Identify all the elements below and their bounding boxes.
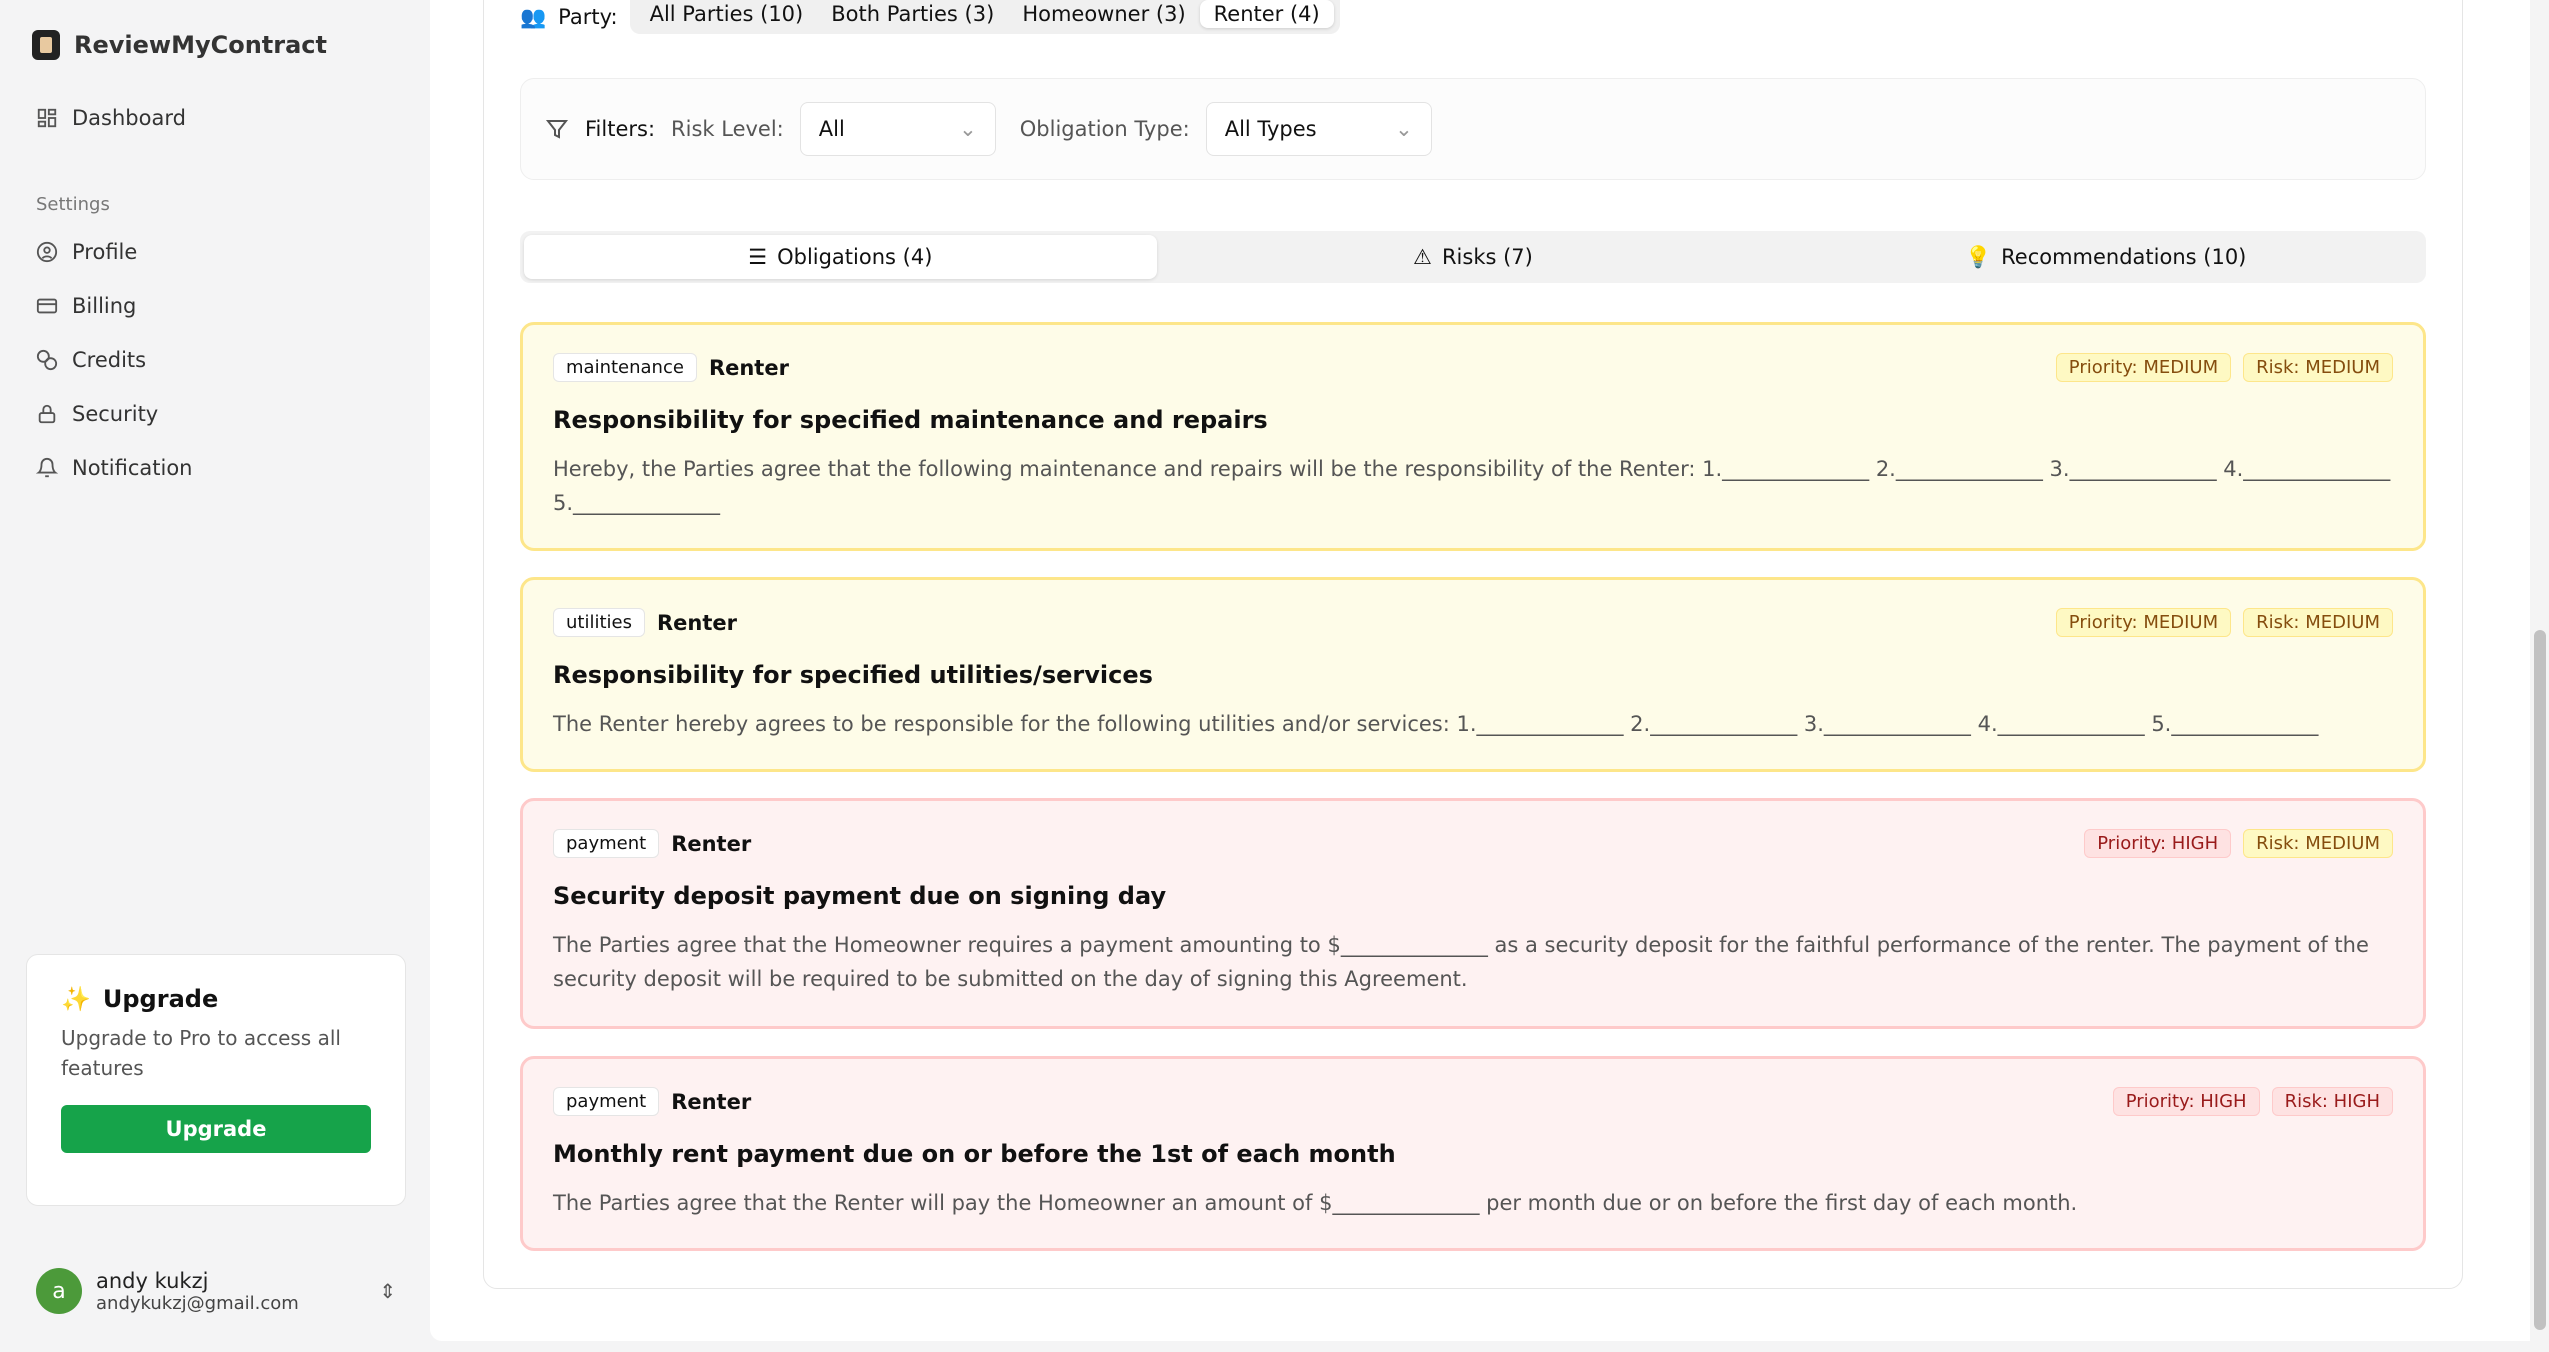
risk-level-value: All: [818, 117, 845, 141]
party-name: Renter: [671, 1089, 752, 1114]
brand[interactable]: [32, 30, 327, 60]
risk-badge: Risk: MEDIUM: [2243, 829, 2393, 858]
dashboard-icon: [36, 107, 58, 129]
scrollbar[interactable]: [2530, 0, 2549, 1352]
section-tabs: [520, 231, 2426, 283]
obligation-type-value: All Types: [1224, 117, 1317, 141]
obligation-text: The Renter hereby agrees to be responsible for the following utilities and/or services: 1.______________ 2.______________ 3.______________ 4.______________ 5.______________: [553, 712, 2319, 736]
obligation-card[interactable]: [520, 1056, 2426, 1251]
warning-icon: ⚠: [1413, 245, 1432, 269]
priority-badge: Priority: MEDIUM: [2056, 353, 2231, 382]
sidebar-item-billing[interactable]: [36, 294, 136, 318]
sidebar-item-label: Dashboard: [72, 106, 186, 130]
party-tab-all[interactable]: All Parties (10): [649, 2, 804, 26]
risk-level-select[interactable]: [800, 102, 996, 156]
user-menu[interactable]: [36, 1268, 396, 1314]
obligation-title: Security deposit payment due on signing day: [553, 882, 1167, 910]
obligation-type-label: Obligation Type:: [1019, 117, 1190, 141]
main-content: [430, 0, 2530, 1341]
obligation-title: Monthly rent payment due on or before the 1st of each month: [553, 1140, 1396, 1168]
sidebar-item-label: Notification: [72, 456, 193, 480]
party-tab-both[interactable]: Both Parties (3): [831, 2, 995, 26]
avatar: a: [36, 1268, 82, 1314]
sidebar-item-profile[interactable]: [36, 240, 137, 264]
sidebar-item-credits[interactable]: [36, 348, 146, 372]
upgrade-card: [26, 954, 406, 1206]
risk-badge: Risk: MEDIUM: [2243, 353, 2393, 382]
obligation-text: The Parties agree that the Renter will pay the Homeowner an amount of $______________ per month due or on before the first day of each month.: [553, 1191, 2078, 1215]
bell-icon: [36, 457, 58, 479]
party-tab-homeowner[interactable]: Homeowner (3): [1022, 2, 1186, 26]
filter-icon: [545, 117, 569, 141]
settings-section-label: Settings: [36, 194, 110, 215]
obligation-text: Hereby, the Parties agree that the following maintenance and repairs will be the responsibility of the Renter: 1.______________ 2.______________ 3.______________ 4.______________ 5.______________: [553, 457, 2391, 515]
sidebar: [0, 0, 430, 1352]
risk-badge: Risk: HIGH: [2272, 1087, 2393, 1116]
tab-label: Recommendations (10): [2001, 245, 2247, 269]
priority-badge: Priority: HIGH: [2113, 1087, 2260, 1116]
chevron-down-icon: ⌄: [959, 117, 977, 141]
sidebar-item-dashboard[interactable]: [36, 106, 186, 130]
lightbulb-icon: 💡: [1964, 244, 1992, 269]
upgrade-button[interactable]: Upgrade: [61, 1105, 371, 1153]
priority-badge: Priority: HIGH: [2084, 829, 2231, 858]
risk-level-label: Risk Level:: [671, 117, 784, 141]
category-tag: maintenance: [553, 353, 697, 382]
obligation-text: The Parties agree that the Homeowner requires a payment amounting to $______________ as a security deposit for the faithful performance of the renter. The payment of the security deposit will be required to be submitted on the day of signing this Agreement.: [553, 933, 2369, 991]
sidebar-item-label: Profile: [72, 240, 138, 264]
user-circle-icon: [36, 241, 58, 263]
tab-label: Risks (7): [1441, 245, 1533, 269]
risk-badge: Risk: MEDIUM: [2243, 608, 2393, 637]
obligation-card[interactable]: [520, 577, 2426, 772]
sidebar-item-security[interactable]: [36, 402, 158, 426]
upgrade-text: Upgrade to Pro to access all features: [61, 1026, 341, 1080]
chevron-down-icon: ⌄: [1395, 117, 1413, 141]
obligation-type-select[interactable]: [1206, 102, 1432, 156]
scrollbar-thumb[interactable]: [2534, 630, 2546, 1330]
priority-badge: Priority: MEDIUM: [2056, 608, 2231, 637]
category-tag: utilities: [553, 608, 645, 637]
tab-recommendations[interactable]: [1789, 235, 2422, 279]
credit-card-icon: [36, 295, 58, 317]
sidebar-item-notification[interactable]: [36, 456, 193, 480]
obligation-card[interactable]: [520, 798, 2426, 1029]
filters-label: Filters:: [585, 117, 656, 141]
chevrons-up-down-icon: ⇕: [379, 1279, 396, 1303]
filters-bar: [520, 78, 2426, 180]
sidebar-item-label: Credits: [72, 348, 147, 372]
tab-label: Obligations (4): [777, 245, 933, 269]
tab-risks[interactable]: [1157, 235, 1790, 279]
party-filter: [520, 0, 1340, 34]
obligation-title: Responsibility for specified utilities/services: [553, 661, 1153, 689]
party-name: Renter: [708, 355, 789, 380]
lock-icon: [36, 403, 58, 425]
coins-icon: [36, 349, 58, 371]
sparkles-icon: ✨: [61, 985, 91, 1013]
app-logo-icon: [32, 30, 60, 60]
list-checks-icon: ☰: [748, 245, 768, 269]
party-name: Renter: [671, 831, 752, 856]
app-name: ReviewMyContract: [74, 31, 327, 59]
sidebar-item-label: Security: [72, 402, 159, 426]
party-label: Party:: [558, 5, 618, 29]
party-tab-renter[interactable]: Renter (4): [1200, 0, 1334, 28]
party-name: Renter: [656, 610, 737, 635]
user-email: andykukzj@gmail.com: [96, 1292, 299, 1314]
category-tag: payment: [553, 1087, 659, 1116]
user-name: andy kukzj: [96, 1268, 209, 1293]
category-tag: payment: [553, 829, 659, 858]
obligation-card[interactable]: [520, 322, 2426, 551]
obligation-title: Responsibility for specified maintenance and repairs: [553, 406, 1268, 434]
tab-obligations[interactable]: [524, 235, 1157, 279]
sidebar-item-label: Billing: [72, 294, 137, 318]
users-icon: 👥: [520, 4, 547, 29]
upgrade-title: Upgrade: [102, 985, 219, 1013]
